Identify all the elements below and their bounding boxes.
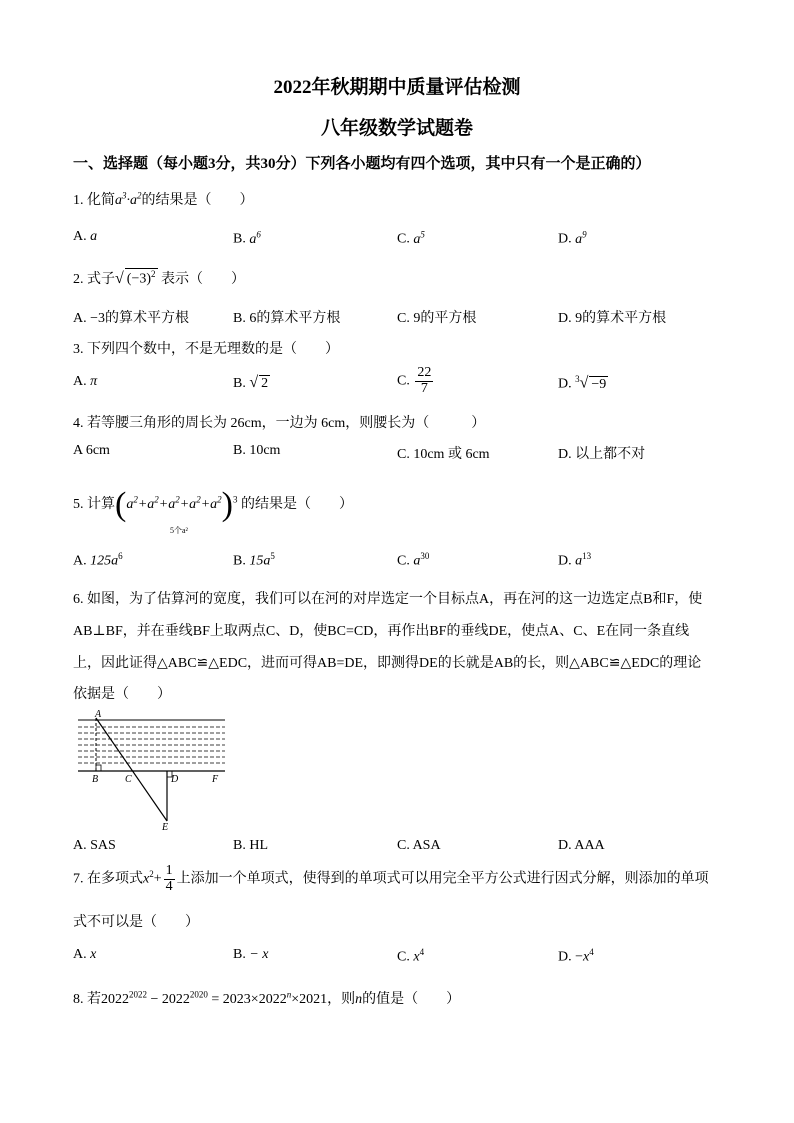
q5-expression: $a^2+a^2+a^2+a^2+a^2$ — [126, 494, 222, 513]
q7-option-b[interactable]: B. − x — [233, 947, 269, 962]
question-4: 4. 若等腰三角形的周长为 26cm，一边为 6cm，则腰长为（ ） — [73, 416, 486, 431]
question-8: 8. 若$2022^{2022} - 2022^{2020} = 2023\times 2022^n\times 2021$，则n的值是（ ） — [73, 989, 461, 1007]
q3-option-d[interactable]: D. $^3$√ −9 — [558, 374, 607, 392]
q3-option-a[interactable]: A. π — [73, 374, 98, 389]
figure-label-b: B — [92, 774, 99, 785]
q2-option-a[interactable]: A. −3的算术平方根 — [73, 311, 190, 326]
river-figure — [70, 708, 230, 832]
q7-option-d[interactable]: D. $-x^4$ — [558, 947, 594, 965]
q1-option-a[interactable]: A. a — [73, 229, 98, 244]
question-6-line-4: 依据是（ ） — [73, 687, 171, 702]
q4-option-b[interactable]: B. 10cm — [233, 443, 281, 458]
q1-expression: $a^3\cdot a^2$ — [115, 190, 142, 208]
q4-option-d[interactable]: D. 以上都不对 — [558, 447, 646, 462]
q3-option-c[interactable]: C. $\frac{22}{7}$ — [397, 365, 432, 396]
question-5: 5. 计算$(a^2+a^2+a^2+a^2+a^2)^3$ 的结果是（ ） — [73, 486, 353, 523]
question-6-line-2: AB⊥BF，并在垂线BF上取两点C、D，使BC=CD，再作出BF的垂线DE，使点A、C、E在同一条直线 — [73, 624, 690, 639]
question-2: 2. 式子√ $(-3)^2$ 表示（ ） — [73, 269, 246, 287]
question-6-line-1: 6. 如图，为了估算河的宽度，我们可以在河的对岸选定一个目标点A，再在河的这一边选定点B和F，使 — [73, 592, 703, 607]
exam-title: 2022年秋期期中质量评估检测 — [273, 77, 521, 98]
figure-label-f: F — [212, 774, 219, 785]
question-3: 3. 下列四个数中，不是无理数的是（ ） — [73, 342, 339, 357]
q1-option-d[interactable]: D. $a^9$ — [558, 229, 587, 247]
q4-option-a[interactable]: A 6cm — [73, 443, 110, 458]
question-7-line-1: 7. 在多项式$x^2+$ $\frac{1}{4}$ 上添加一个单项式，使得到的单项式可以用完全平方公式进行因式分解，则添加的单项 — [73, 863, 709, 894]
figure-label-c: C — [125, 774, 132, 785]
q2-option-d[interactable]: D. 9的算术平方根 — [558, 311, 667, 326]
q5-option-a[interactable]: A. $125a^6$ — [73, 551, 123, 569]
q5-option-c[interactable]: C. $a^{30}$ — [397, 551, 430, 569]
q3-option-b[interactable]: B. √ 2 — [233, 374, 269, 391]
q1-option-c[interactable]: C. $a^5$ — [397, 229, 425, 247]
section-heading: 一、选择题（每小题3分，共30分）下列各小题均有四个选项，其中只有一个是正确的） — [73, 156, 651, 172]
q6-option-c[interactable]: C. ASA — [397, 838, 441, 853]
question-6-line-3: 上，因此证得△ABC≌△EDC，进而可得AB=DE，即测得DE的长就是AB的长，则△ABC≌△EDC的理论 — [73, 656, 702, 671]
figure-label-d: D — [171, 774, 179, 785]
q4-option-c[interactable]: C. 10cm 或 6cm — [397, 447, 490, 462]
q5-option-d[interactable]: D. $a^{13}$ — [558, 551, 592, 569]
figure-label-a: A — [95, 709, 102, 720]
q2-option-c[interactable]: C. 9的平方根 — [397, 311, 477, 326]
exam-subtitle: 八年级数学试题卷 — [320, 118, 473, 139]
q6-option-d[interactable]: D. AAA — [558, 838, 605, 853]
q7-option-c[interactable]: C. $x^4$ — [397, 947, 425, 965]
question-7-line-2: 式不可以是（ ） — [73, 915, 199, 930]
q6-option-a[interactable]: A. SAS — [73, 838, 116, 853]
q5-option-b[interactable]: B. $15a^5$ — [233, 551, 275, 569]
q1-option-b[interactable]: B. $a^6$ — [233, 229, 261, 247]
q2-option-b[interactable]: B. 6的算术平方根 — [233, 311, 341, 326]
figure-label-e: E — [162, 822, 169, 832]
q2-radicand: $(-3)^2$ — [126, 269, 156, 287]
q7-option-a[interactable]: A. x — [73, 947, 97, 962]
q6-option-b[interactable]: B. HL — [233, 838, 268, 853]
question-1: 1. 化简$a^3\cdot a^2$的结果是（ ） — [73, 190, 254, 208]
q5-underbrace-note: 5个a² — [170, 526, 188, 535]
